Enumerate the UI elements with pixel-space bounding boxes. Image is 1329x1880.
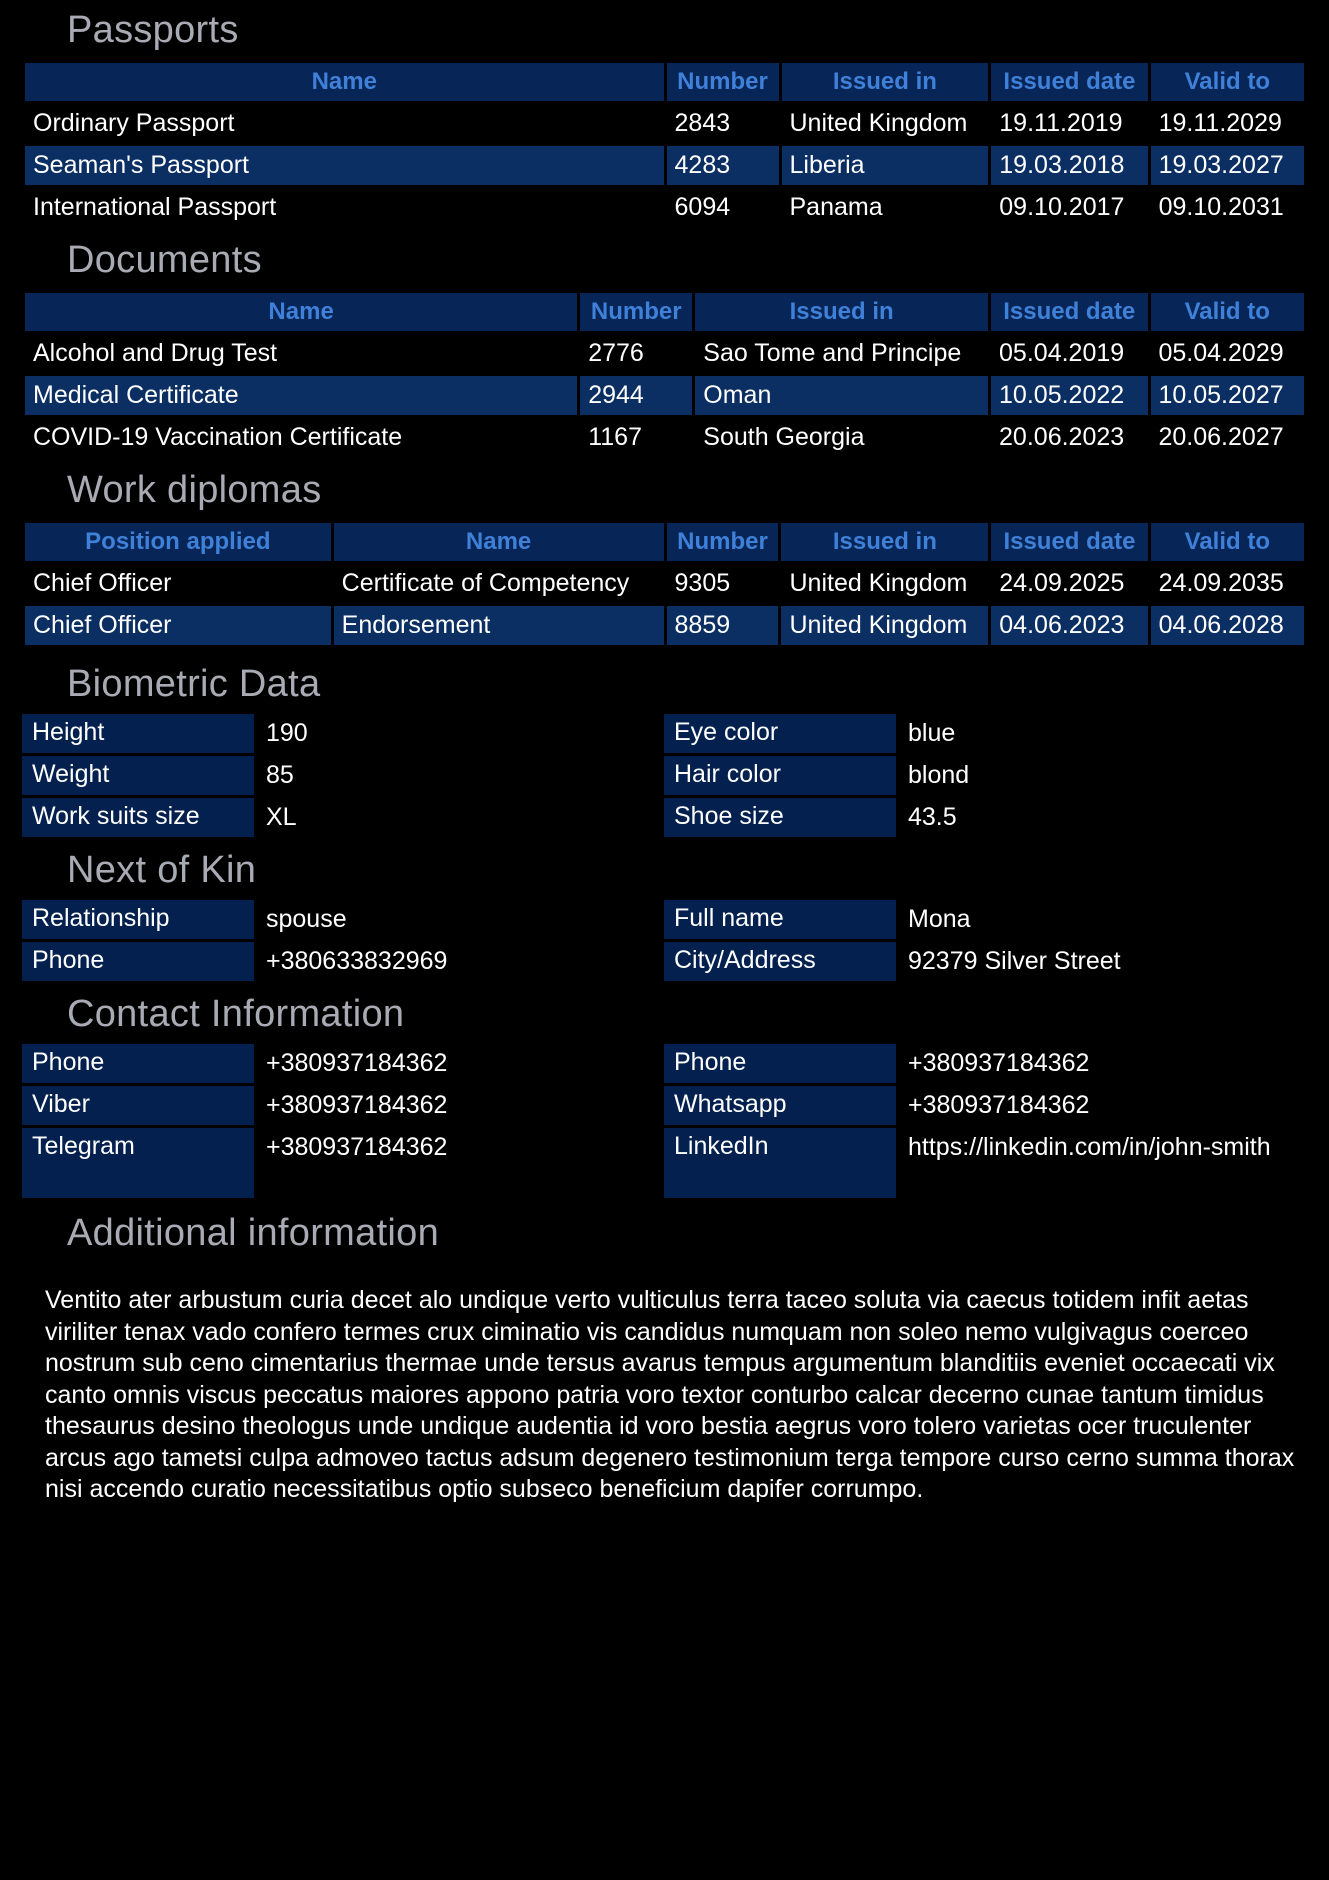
column-header-valid-to: Valid to	[1151, 523, 1304, 561]
table-row	[25, 334, 1304, 373]
biometric-grid	[22, 714, 1307, 840]
kv-value: +380937184362	[908, 1091, 1090, 1119]
cell-issued-in: Liberia	[782, 146, 989, 185]
cell-issued-date: 09.10.2017	[999, 193, 1125, 221]
column-header-issued-date: Issued date	[991, 63, 1147, 101]
kv-value: spouse	[266, 905, 347, 933]
cell-issued-date: 10.05.2022	[991, 376, 1147, 415]
cell-name: Ordinary Passport	[33, 109, 235, 137]
table-header-row	[25, 63, 1304, 101]
cell-number: 1167	[588, 423, 642, 451]
documents-table	[22, 290, 1307, 460]
cell-number: 8859	[667, 606, 779, 645]
column-header-name: Name	[25, 293, 577, 331]
kv-row-height	[22, 714, 662, 753]
cell-issued-in: Oman	[695, 376, 988, 415]
linkedin-link[interactable]: https://linkedin.com/in/john-smith	[908, 1133, 1271, 1161]
kv-key: Full name	[664, 900, 896, 939]
cell-valid-to: 19.11.2029	[1158, 109, 1282, 137]
next-of-kin-section	[0, 840, 1329, 984]
contact-section	[0, 984, 1329, 1201]
next-of-kin-grid	[22, 900, 1307, 984]
kv-key: Shoe size	[664, 798, 896, 837]
cell-name: Certificate of Competency	[341, 569, 630, 597]
table-row	[25, 146, 1304, 185]
column-header-number: Number	[580, 293, 692, 331]
kv-value: +380633832969	[266, 947, 448, 975]
kv-column-right	[664, 714, 1304, 840]
kv-value: XL	[266, 803, 297, 831]
kv-value: 43.5	[908, 803, 957, 831]
kv-key: Viber	[22, 1086, 254, 1125]
section-title: Biometric Data	[67, 663, 321, 705]
kv-row-shoe-size	[664, 798, 1304, 837]
work-diplomas-table	[22, 520, 1307, 648]
cell-issued-date: 20.06.2023	[999, 423, 1125, 451]
cell-name: COVID-19 Vaccination Certificate	[33, 423, 403, 451]
cell-issued-in: South Georgia	[703, 423, 865, 451]
kv-key: City/Address	[664, 942, 896, 981]
column-header-position: Position applied	[25, 523, 331, 561]
kv-row-full-name	[664, 900, 1304, 939]
cell-number: 2944	[580, 376, 692, 415]
cell-issued-in: Panama	[789, 193, 883, 221]
kv-row-hair-color	[664, 756, 1304, 795]
section-title: Passports	[67, 9, 239, 51]
cell-issued-date: 05.04.2019	[999, 339, 1125, 367]
cell-valid-to: 20.06.2027	[1158, 423, 1284, 451]
contact-grid	[22, 1044, 1307, 1201]
documents-section	[0, 230, 1329, 460]
kv-value: 190	[266, 719, 308, 747]
cell-number: 9305	[674, 569, 731, 597]
kv-value: +380937184362	[266, 1133, 448, 1161]
kv-row-viber	[22, 1086, 662, 1125]
kv-value: 85	[266, 761, 294, 789]
column-header-number: Number	[667, 523, 779, 561]
kv-key: Work suits size	[22, 798, 254, 837]
biometric-section	[0, 654, 1329, 840]
cell-valid-to: 05.04.2029	[1158, 339, 1284, 367]
kv-key: Weight	[22, 756, 254, 795]
passports-table	[22, 60, 1307, 230]
kv-row-phone	[664, 1044, 1304, 1083]
table-header-row	[25, 523, 1304, 561]
cell-valid-to: 04.06.2028	[1151, 606, 1304, 645]
column-header-number: Number	[667, 63, 779, 101]
cell-issued-date: 24.09.2025	[999, 569, 1125, 597]
table-row	[25, 376, 1304, 415]
cell-issued-in: United Kingdom	[781, 606, 988, 645]
kv-value: blond	[908, 761, 970, 789]
kv-value: +380937184362	[266, 1049, 448, 1077]
table-row	[25, 188, 1304, 227]
kv-value: Mona	[908, 905, 971, 933]
table-row	[25, 104, 1304, 143]
cell-valid-to: 24.09.2035	[1158, 569, 1284, 597]
cell-name: Alcohol and Drug Test	[33, 339, 278, 367]
cell-number: 6094	[674, 193, 731, 221]
column-header-issued-date: Issued date	[991, 293, 1147, 331]
kv-column-left	[22, 714, 662, 840]
kv-column-left	[22, 900, 662, 984]
kv-key: Phone	[22, 1044, 254, 1083]
cell-position: Chief Officer	[25, 606, 331, 645]
column-header-issued-in: Issued in	[782, 63, 989, 101]
kv-value: blue	[908, 719, 956, 747]
column-header-issued-in: Issued in	[695, 293, 988, 331]
kv-row-phone	[22, 942, 662, 981]
additional-info-section	[0, 1203, 1329, 1506]
section-title: Next of Kin	[67, 849, 257, 891]
table-row	[25, 564, 1304, 603]
kv-row-weight	[22, 756, 662, 795]
kv-key: LinkedIn	[664, 1128, 896, 1198]
column-header-valid-to: Valid to	[1151, 63, 1304, 101]
kv-value: +380937184362	[266, 1091, 448, 1119]
kv-row-linkedin	[664, 1128, 1304, 1198]
section-title: Work diplomas	[67, 469, 322, 511]
kv-row-telegram	[22, 1128, 662, 1198]
table-row	[25, 418, 1304, 457]
cell-valid-to: 10.05.2027	[1151, 376, 1305, 415]
kv-column-left	[22, 1044, 662, 1201]
kv-key: Eye color	[664, 714, 896, 753]
kv-key: Hair color	[664, 756, 896, 795]
cell-name: Medical Certificate	[25, 376, 577, 415]
cell-number: 2776	[588, 339, 644, 367]
kv-row-phone	[22, 1044, 662, 1083]
cell-valid-to: 19.03.2027	[1151, 146, 1304, 185]
column-header-name: Name	[25, 63, 664, 101]
cell-number: 4283	[667, 146, 779, 185]
cell-position: Chief Officer	[33, 569, 172, 597]
kv-column-right	[664, 1044, 1304, 1201]
kv-row-whatsapp	[664, 1086, 1304, 1125]
column-header-issued-date: Issued date	[991, 523, 1147, 561]
cell-name: International Passport	[33, 193, 277, 221]
cell-issued-in: United Kingdom	[789, 569, 968, 597]
kv-key: Phone	[22, 942, 254, 981]
column-header-valid-to: Valid to	[1151, 293, 1305, 331]
cell-number: 2843	[674, 109, 731, 137]
kv-key: Whatsapp	[664, 1086, 896, 1125]
cell-issued-in: Sao Tome and Principe	[703, 339, 962, 367]
kv-key: Telegram	[22, 1128, 254, 1198]
cell-issued-date: 19.03.2018	[991, 146, 1147, 185]
kv-value: +380937184362	[908, 1049, 1090, 1077]
cell-valid-to: 09.10.2031	[1158, 193, 1284, 221]
table-row	[25, 606, 1304, 645]
column-header-issued-in: Issued in	[781, 523, 988, 561]
cell-issued-date: 19.11.2019	[999, 109, 1123, 137]
work-diplomas-section	[0, 460, 1329, 648]
kv-row-address	[664, 942, 1304, 981]
kv-key: Relationship	[22, 900, 254, 939]
kv-key: Height	[22, 714, 254, 753]
kv-value: 92379 Silver Street	[908, 947, 1121, 975]
cell-name: Endorsement	[334, 606, 664, 645]
passports-section	[0, 0, 1329, 230]
cell-issued-date: 04.06.2023	[991, 606, 1147, 645]
column-header-name: Name	[334, 523, 664, 561]
cell-name: Seaman's Passport	[25, 146, 664, 185]
section-title: Additional information	[67, 1212, 440, 1254]
table-header-row	[25, 293, 1304, 331]
kv-row-eye-color	[664, 714, 1304, 753]
additional-info-text: Ventito ater arbustum curia decet alo undique verto vulticulus terra taceo soluta via caecus totidem infit aetas viriliter tenax vado confero termes crux ciminatio vis candidus numquam non soleo nemo vulgivagus coerceo nostrum sub ceno cimentarius thermae unde tersus avarus tempus argumentum blanditiis eveniet occaecati vix canto omnis viscus peccatus maiores appono patria voro textor conturbo calcar decerno cunae tantum timidus thesaurus desino theologus unde undique audentia id voro bestia aegrus voro tolero varietas ocer truculenter arcus ago tametsi culpa admoveo tactus adsum degenero testimonium terga tempore curso cerno summa thorax nisi accendo curatio necessitatibus optio subseco beneficium dapifer corrumpo.	[45, 1286, 1295, 1503]
cell-issued-in: United Kingdom	[789, 109, 968, 137]
section-title: Contact Information	[67, 993, 405, 1035]
section-title: Documents	[67, 239, 262, 281]
kv-column-right	[664, 900, 1304, 984]
kv-key: Phone	[664, 1044, 896, 1083]
kv-row-relationship	[22, 900, 662, 939]
kv-row-suit-size	[22, 798, 662, 837]
